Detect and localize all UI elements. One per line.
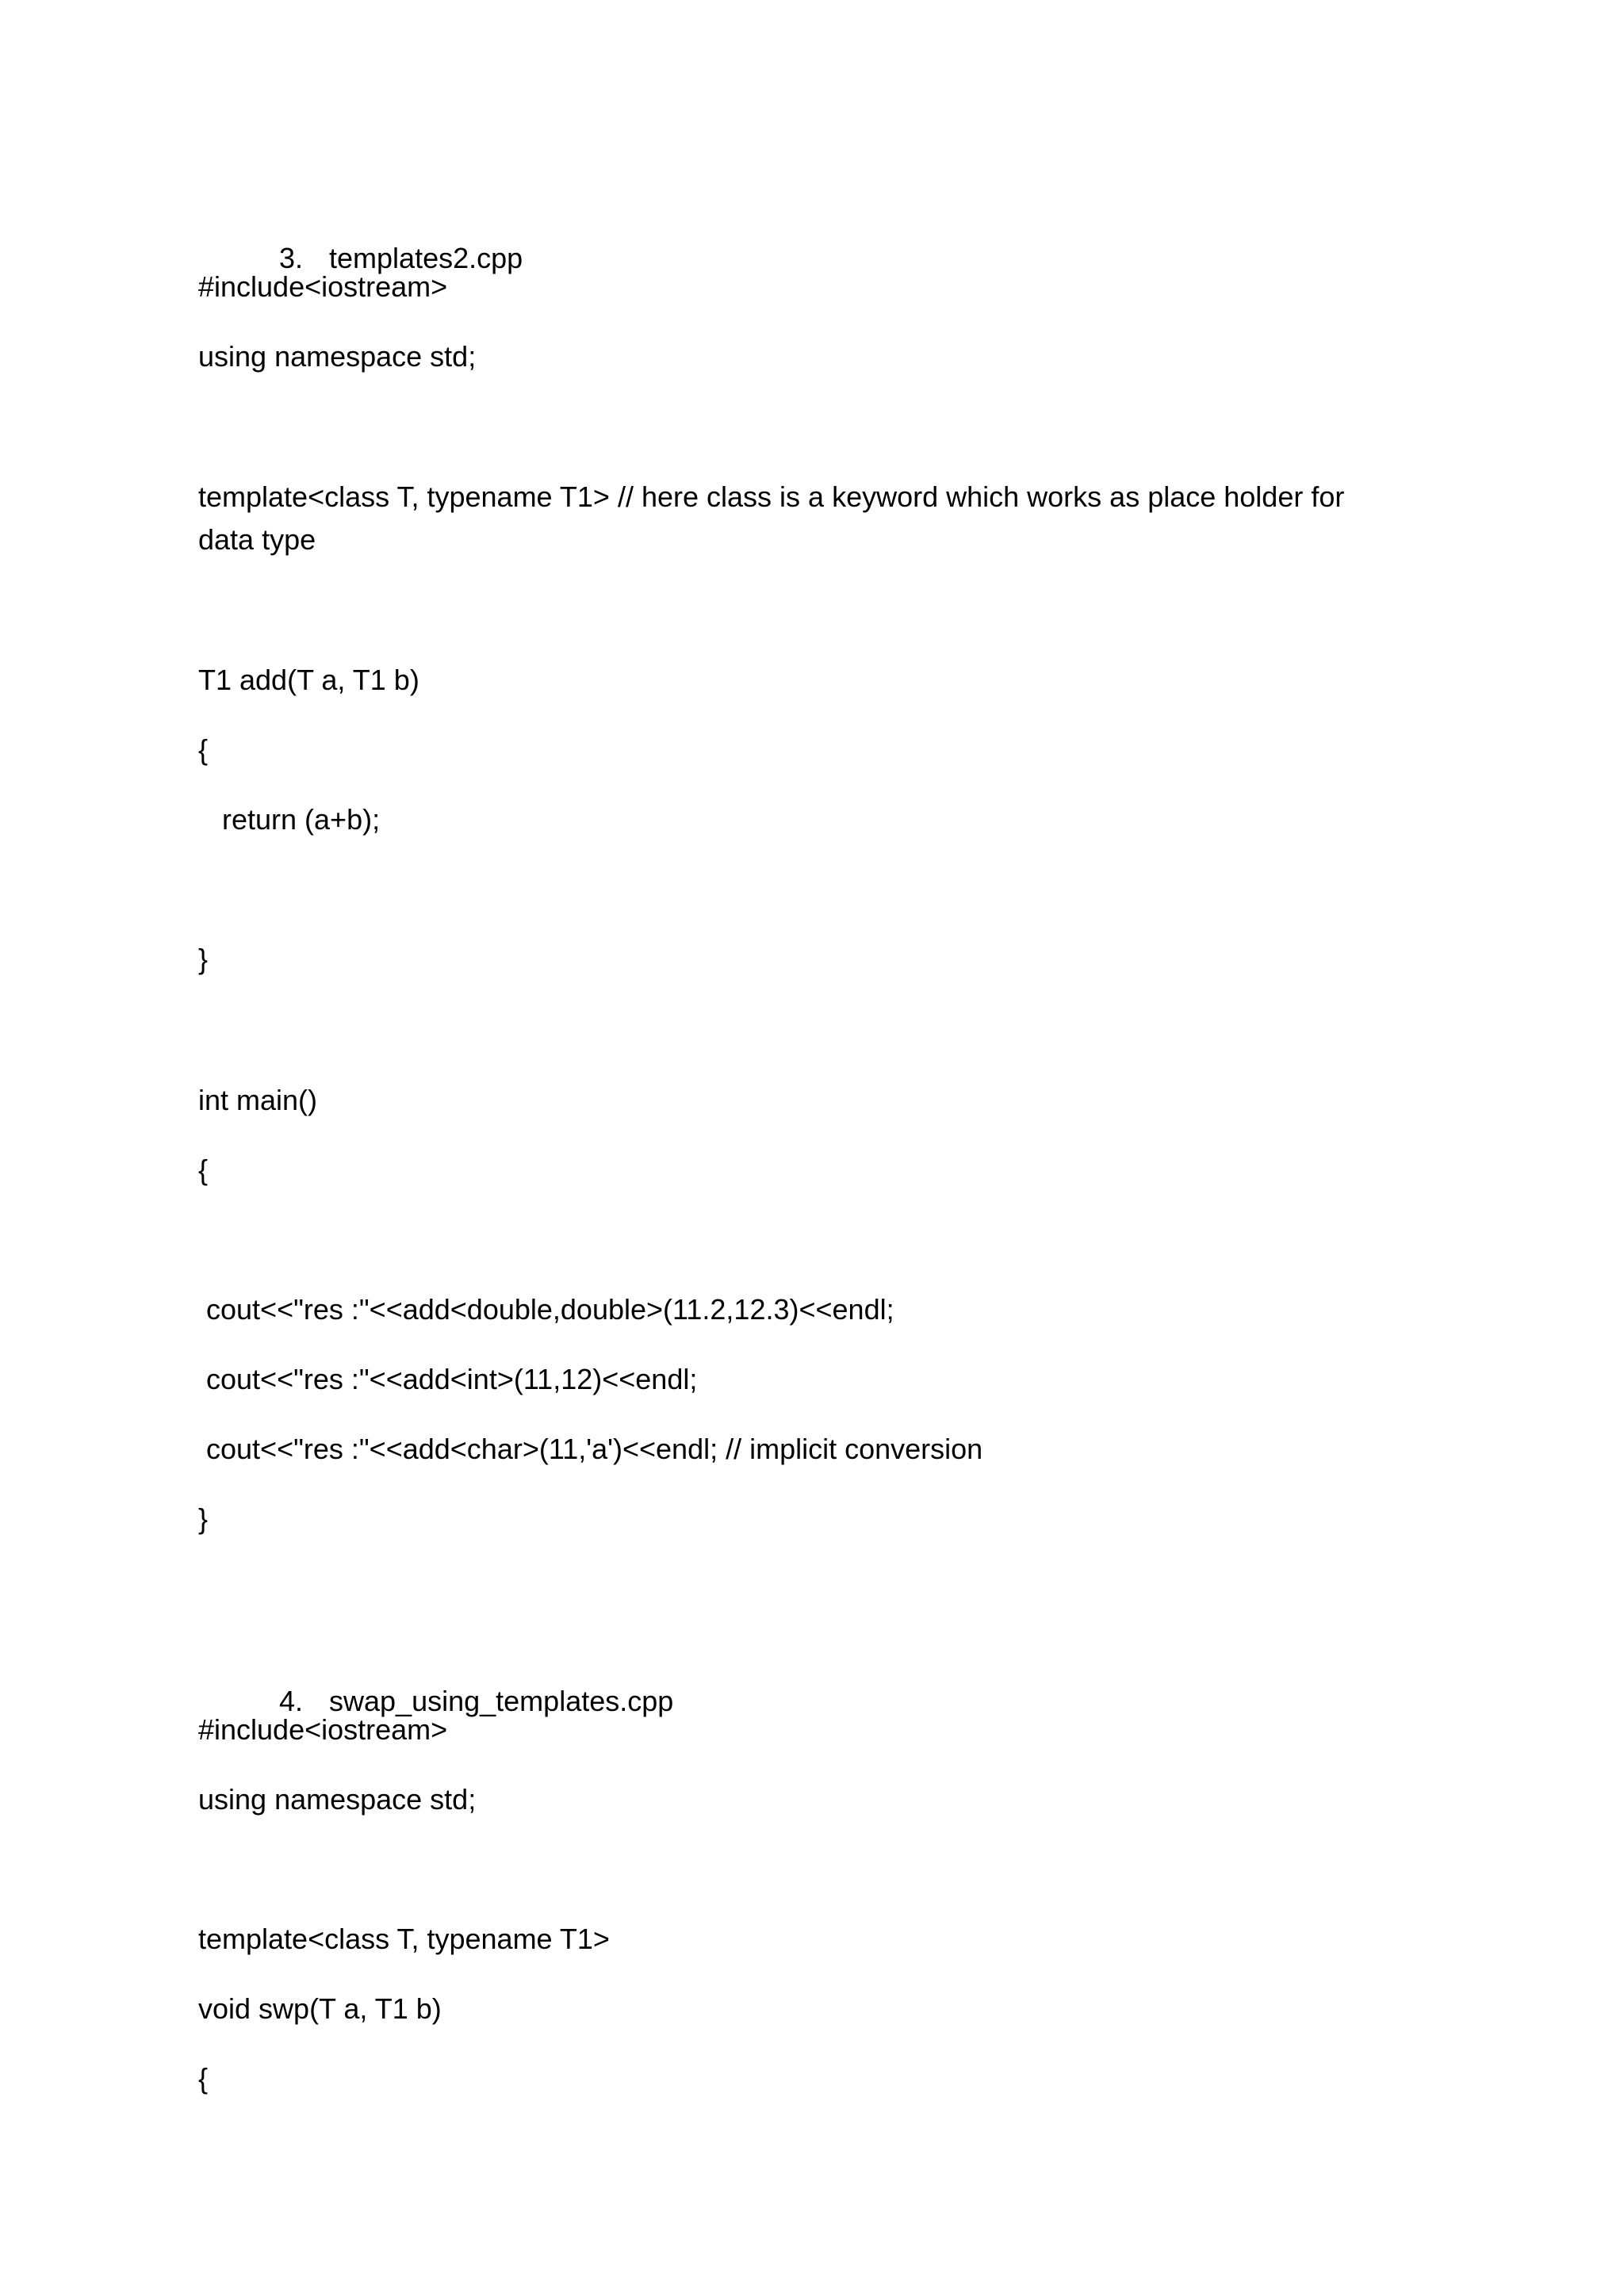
code-line: int main()	[198, 1084, 318, 1116]
code-line: {	[198, 2062, 209, 2095]
code-line: #include<iostream>	[198, 1713, 448, 1746]
code-line: }	[198, 943, 209, 975]
code-line: #include<iostream>	[198, 270, 448, 303]
code-line: {	[198, 733, 209, 766]
code-line: using namespace std;	[198, 1783, 477, 1816]
section-3-number: 3.	[279, 242, 304, 274]
code-line-wrapped: template<class T, typename T1> // here class is a keyword which works as place holder for data type	[198, 480, 1345, 556]
section-3-filename: templates2.cpp	[329, 242, 523, 274]
code-line: template<class T, typename T1>	[198, 1923, 610, 1955]
code-line: T1 add(T a, T1 b)	[198, 664, 419, 696]
section-4-filename: swap_using_templates.cpp	[329, 1685, 674, 1717]
code-line: cout<<"res :"<<add<char>(11,'a')<<endl; // implicit conversion	[198, 1433, 983, 1465]
section-4-number: 4.	[279, 1685, 304, 1717]
code-line: cout<<"res :"<<add<int>(11,12)<<endl;	[198, 1363, 698, 1395]
code-line: using namespace std;	[198, 340, 477, 373]
code-line: {	[198, 1154, 209, 1186]
code-line: void swp(T a, T1 b)	[198, 1992, 442, 2025]
code-line: cout<<"res :"<<add<double,double>(11.2,12.3)<<endl;	[198, 1293, 894, 1326]
code-line: }	[198, 1502, 209, 1535]
code-line: return (a+b);	[198, 803, 381, 836]
